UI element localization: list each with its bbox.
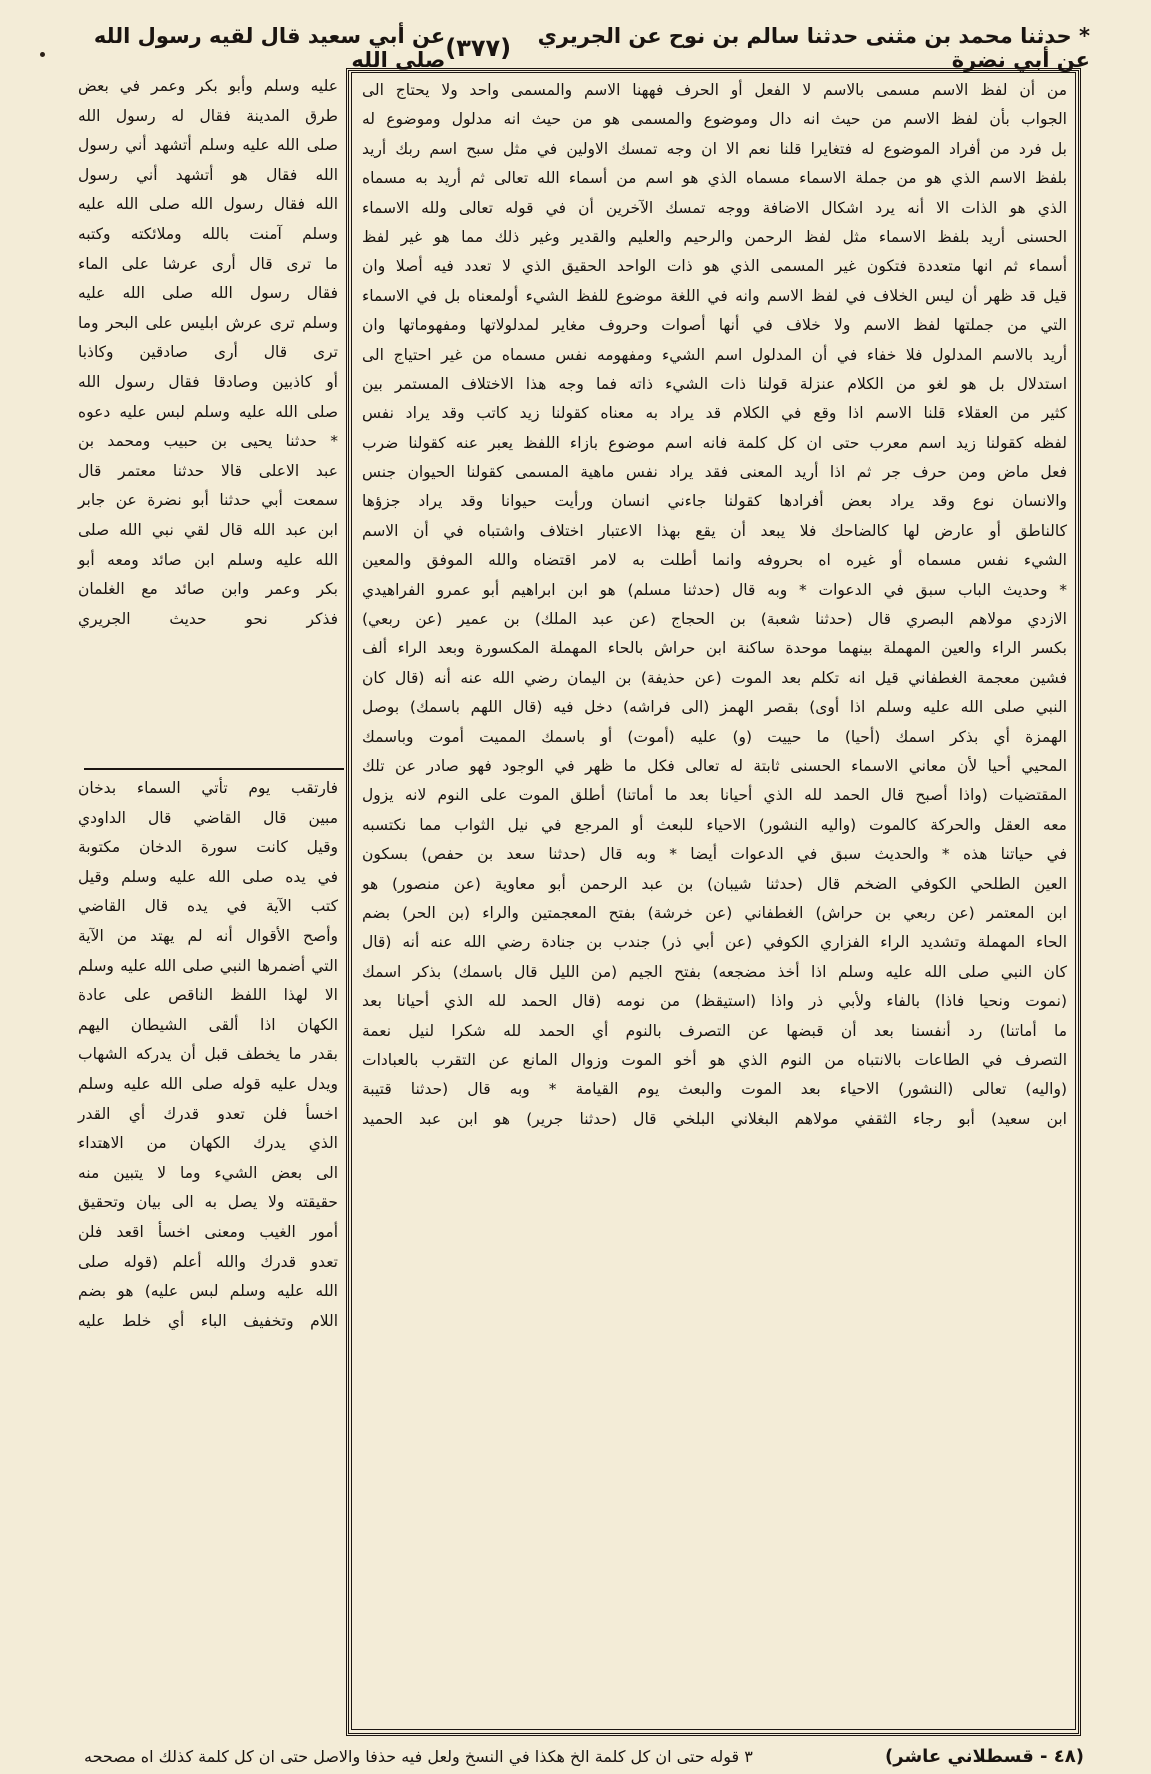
- note-line: التي أضمرها النبي صلى الله عليه وسلم: [78, 956, 338, 975]
- hadith-line: أو كاذبين وصادقا فقال رسول الله: [78, 372, 338, 391]
- commentary-line: المحيي أحيا لأن معاني الاسماء الحسنى ثابتة له تعالى فكل ما ظهر في الوجود فهو صادر عن تلك: [362, 756, 1067, 775]
- commentary-line: معه العقل والحركة كالموت (واليه النشور) الاحياء للبعث أو المرجع في نيل الثواب مما نكتسبه: [362, 815, 1067, 834]
- note-line: حقيقته ولا يصل به الى بيان وتحقيق: [78, 1193, 338, 1212]
- commentary-line: الحاء المهملة وتشديد الراء الفزاري الكوفي (عن أبي ذر) جندب بن جنادة رضي الله عنه أنه (قال: [362, 933, 1067, 952]
- note-line: تعدو قدرك والله أعلم (قوله صلى: [78, 1252, 338, 1271]
- hadith-line: فذكر نحو حديث الجريري: [78, 609, 338, 628]
- note-line: ويدل عليه قوله صلى الله عليه وسلم: [78, 1074, 338, 1093]
- note-line: كتب الآية في يده قال القاضي: [78, 897, 338, 916]
- commentary-line: الذي هو الذات الا أنه يرد اشكال الاضافة ووجه تمسك الآخرين أن في قوله تعالى ولله الاسماء: [362, 198, 1067, 217]
- note-line: الا لهذا اللفظ الناقص على عادة: [78, 986, 338, 1005]
- commentary-line: لفظه كقولنا زيد اسم معرب حتى ان كل كلمة فانه اسم موضوع بازاء اللفظ يعبر عنه كقولنا ضرب: [362, 433, 1067, 452]
- header-left-text: عن أبي سعيد قال لقيه رسول الله صلى الله: [93, 24, 446, 72]
- hadith-line: ما ترى قال أرى عرشا على الماء: [78, 254, 338, 273]
- hadith-line: الله فقال رسول الله صلى الله عليه: [78, 195, 338, 214]
- commentary-line: كثير من العقلاء قلنا الاسم اذا وقع في الكلام قد يراد به معناه كقولنا زيد كاتب وقد يراد نفس: [362, 404, 1067, 423]
- commentary-line: كالناطق أو عارض لها كالضاحك فلا يبعد أن يقع بهذا الاعتبار اختلاف واشتباه في أن الاسم: [362, 521, 1067, 540]
- commentary-line: بلفظ الاسم الذي هو من جملة الاسماء مسماه الذي هو اسم من أسماء الله تعالى ثم أريد به مسماه: [362, 169, 1067, 188]
- note-line: الذي يدرك الكهان من الاهتداء: [78, 1134, 338, 1153]
- commentary-line: كان النبي صلى الله عليه وسلم اذا أخذ مضجعه) بفتح الجيم (من الليل قال باسمك) بذكر اسمك: [362, 962, 1067, 981]
- commentary-line: قيل قد ظهر أن ليس الخلاف في لفظ الاسم وانه في اللغة موضوع للفظ الشيء أولمعناه بل في الاسماء: [362, 286, 1067, 305]
- commentary-line: أسماء ثم انها متعددة فتكون غير المسمى الذي هو ذات الواحد الحقيق الذي لا تعدد فيه أصلا وان: [362, 257, 1067, 276]
- commentary-line: بل فرد من أفراد الموضوع له فتغايرا قلنا نعم الا ان وجه تمسك الاولين في مثل سبح اسم ربك أريد: [362, 139, 1067, 158]
- commentary-line: العين الطلحي الكوفي الضخم قال (حدثنا شيبان) بن عبد الرحمن أبو معاوية (عن منصور) هو: [362, 874, 1067, 893]
- page-number: (٣٧٧): [445, 34, 512, 62]
- hadith-line: صلى الله عليه وسلم لبس عليه دعوه: [78, 402, 338, 421]
- note-line: اخسأ فلن تعدو قدرك أي القدر: [78, 1104, 338, 1123]
- commentary-line: في حياتنا هذه * والحديث سبق في الدعوات أيضا * وبه قال (حدثنا سعد بن حفص) بسكون: [362, 845, 1067, 864]
- commentary-line: أريد بالاسم المدلول فلا خفاء في أن المدلول اسم الشيء ومفهومه نفس مسماه من غير احتياج الى: [362, 345, 1067, 364]
- commentary-line: التي من جملتها لفظ الاسم ولا خلاف في أنها أصوات وحروف مغاير لمدلولاتها ومفهوماتها وان: [362, 316, 1067, 335]
- commentary-line: بكسر الراء والعين المهملة بينهما موحدة ساكنة ابن حراش بالحاء المهملة المكسورة وبعد الراء ألف: [362, 639, 1067, 658]
- commentary-line: المقتضيات (واذا أصبح قال الحمد لله الذي أحيانا بعد ما أماتنا) أطلق الموت على النوم لانه يزول: [362, 786, 1067, 805]
- hadith-line: صلى الله عليه وسلم أتشهد أني رسول: [78, 136, 338, 155]
- commentary-line: ما أماتنا) رد أنفسنا بعد أن قبضها عن التصرف بالنوم أي الحمد لله شكرا لنيل نعمة: [362, 1021, 1067, 1040]
- commentary-line: الجواب بأن لفظ الاسم من حيث انه دال وموضوع والمسمى هو من حيث انه مدلول وموضوع له: [362, 110, 1067, 129]
- hadith-line: بكر وعمر وابن صائد مع الغلمان: [78, 580, 338, 599]
- note-line: الكهان اذا ألقى الشيطان اليهم: [78, 1015, 338, 1034]
- hadith-line: * حدثنا يحيى بن حبيب ومحمد بن: [78, 432, 338, 451]
- note-line: وأصح الأقوال أنه لم يهتد من الآية: [78, 926, 338, 945]
- hadith-line: الله فقال هو أتشهد أني رسول: [78, 165, 338, 184]
- commentary-line: استدلال بل هو لغو من الكلام عنزلة قولنا ذات الشيء ذاته فما وجه هذا الاختلاف المستمر بين: [362, 374, 1067, 393]
- hadith-line: وسلم ترى عرش ابليس على البحر وما: [78, 313, 338, 332]
- hadith-line: وسلم آمنت بالله وملائكته وكتبه: [78, 224, 338, 243]
- commentary-line: والانسان نوع وقد يراد بعض أفرادها كقولنا جاءني انسان ورأيت حيوانا وقد يراد جزؤها: [362, 492, 1067, 511]
- main-commentary-text: [362, 76, 1067, 1134]
- note-line: مبين قال القاضي قال الداودي: [78, 808, 338, 827]
- side-hadith-text: [78, 72, 338, 634]
- note-line: فارتقب يوم تأتي السماء بدخان: [78, 779, 338, 797]
- note-line: الى بعض الشيء وما لا يتبين منه: [78, 1163, 338, 1182]
- commentary-line: النبي صلى الله عليه وسلم اذا أوى) بقصر الهمز (الى فراشه) دخل فيه (قال اللهم باسمك) بوصل: [362, 698, 1067, 717]
- footer-signature: (٤٨ - قسطلاني عاشر): [885, 1745, 1084, 1767]
- note-line: اللام وتخفيف الباء أي خلط عليه: [78, 1311, 338, 1330]
- commentary-line: فعل ماض ومن حرف جر ثم اذا أريد المعنى فقد يراد نفس ماهية المسمى كقولنا الحيوان جنس: [362, 463, 1067, 482]
- note-line: بقدر ما يخطف قبل أن يدركه الشهاب: [78, 1045, 338, 1064]
- footer-note: ٣ قوله حتى ان كل كلمة الخ هكذا في النسخ ولعل فيه حذفا والاصل حتى ان كل كلمة كذلك اه مصححه: [84, 1746, 753, 1766]
- commentary-line: من أن لفظ الاسم مسمى بالاسم لا الفعل أو الحرف فههنا الاسم والمسمى واحد ولا يحتاج الى: [362, 81, 1067, 99]
- header-right-text: * حدثنا محمد بن مثنى حدثنا سالم بن نوح عن الجريري عن أبي نضرة: [537, 24, 1090, 72]
- margin-dot: [40, 52, 45, 57]
- hadith-line: عبد الاعلى قالا حدثنا معتمر قال: [78, 461, 338, 480]
- hadith-line: ترى قال أرى صادقين وكاذبا: [78, 343, 338, 362]
- commentary-line: الحسنى أريد بلفظ الاسماء مثل لفظ الرحمن والرحيم والعليم والقدير وغير ذلك مما هو غير لفظ: [362, 227, 1067, 246]
- side-notes-text: [78, 774, 338, 1336]
- note-line: الله عليه وسلم لبس عليه) هو بضم: [78, 1282, 338, 1301]
- note-line: وقيل كانت سورة الدخان مكتوبة: [78, 838, 338, 857]
- hadith-line: الله عليه وسلم ابن صائد ومعه أبو: [78, 550, 338, 569]
- commentary-line: ابن المعتمر (عن ربعي بن حراش) الغطفاني (عن خرشة) بفتح المعجمتين والراء (بن الحر) بضم: [362, 903, 1067, 922]
- commentary-line: * وحديث الباب سبق في الدعوات * وبه قال (حدثنا مسلم) هو ابن ابراهيم أبو عمرو الفراهيدي: [362, 580, 1067, 599]
- commentary-line: الهمزة أي بذكر اسمك (أحيا) ما حييت (و) عليه (أموت) أو باسمك المميت أموت وباسمك: [362, 727, 1067, 746]
- hadith-line: طرق المدينة فقال له رسول الله: [78, 106, 338, 125]
- commentary-line: فشين معجمة الغطفاني قيل انه تكلم بعد الموت (عن حذيفة) بن اليمان رضي الله عنه أنه (قال كان: [362, 668, 1067, 687]
- commentary-line: (واليه) تعالى (النشور) الاحياء بعد الموت والبعث يوم القيامة * وبه قال (حدثنا قتيبة: [362, 1080, 1067, 1099]
- page-footer: [84, 1738, 1084, 1774]
- hadith-line: فقال رسول الله صلى الله عليه: [78, 284, 338, 303]
- commentary-line: (نموت ونحيا فاذا) بالفاء ولأبي ذر واذا (استيقظ) من نومه (قال الحمد لله الذي أحيانا بعد: [362, 992, 1067, 1011]
- note-line: أمور الغيب ومعنى اخسأ اقعد فلن: [78, 1222, 338, 1241]
- hadith-line: سمعت أبي حدثنا أبو نضرة عن جابر: [78, 491, 338, 510]
- commentary-line: ابن سعيد) أبو رجاء الثقفي مولاهم البغلاني البلخي قال (حدثنا جرير) هو ابن عبد الحميد: [362, 1109, 1067, 1128]
- side-divider: [84, 768, 344, 770]
- page-header: [70, 24, 1090, 72]
- hadith-line: عليه وسلم وأبو بكر وعمر في بعض: [78, 77, 338, 95]
- commentary-line: الازدي مولاهم البصري قال (حدثنا شعبة) بن الحجاج (عن عبد الملك) بن عمير (عن ربعي): [362, 610, 1067, 629]
- commentary-line: الشيء نفس مسماه أو غيره اه بحروفه وانما أطلت به لامر اقتضاه والله الموفق والمعين: [362, 551, 1067, 570]
- note-line: في يده صلى الله عليه وسلم وقيل: [78, 867, 338, 886]
- hadith-line: ابن عبد الله قال لقي نبي الله صلى: [78, 520, 338, 539]
- commentary-line: التصرف في الطاعات بالانتباه من النوم الذي هو أخو الموت وزوال المانع عن التقرب بالعبادات: [362, 1050, 1067, 1069]
